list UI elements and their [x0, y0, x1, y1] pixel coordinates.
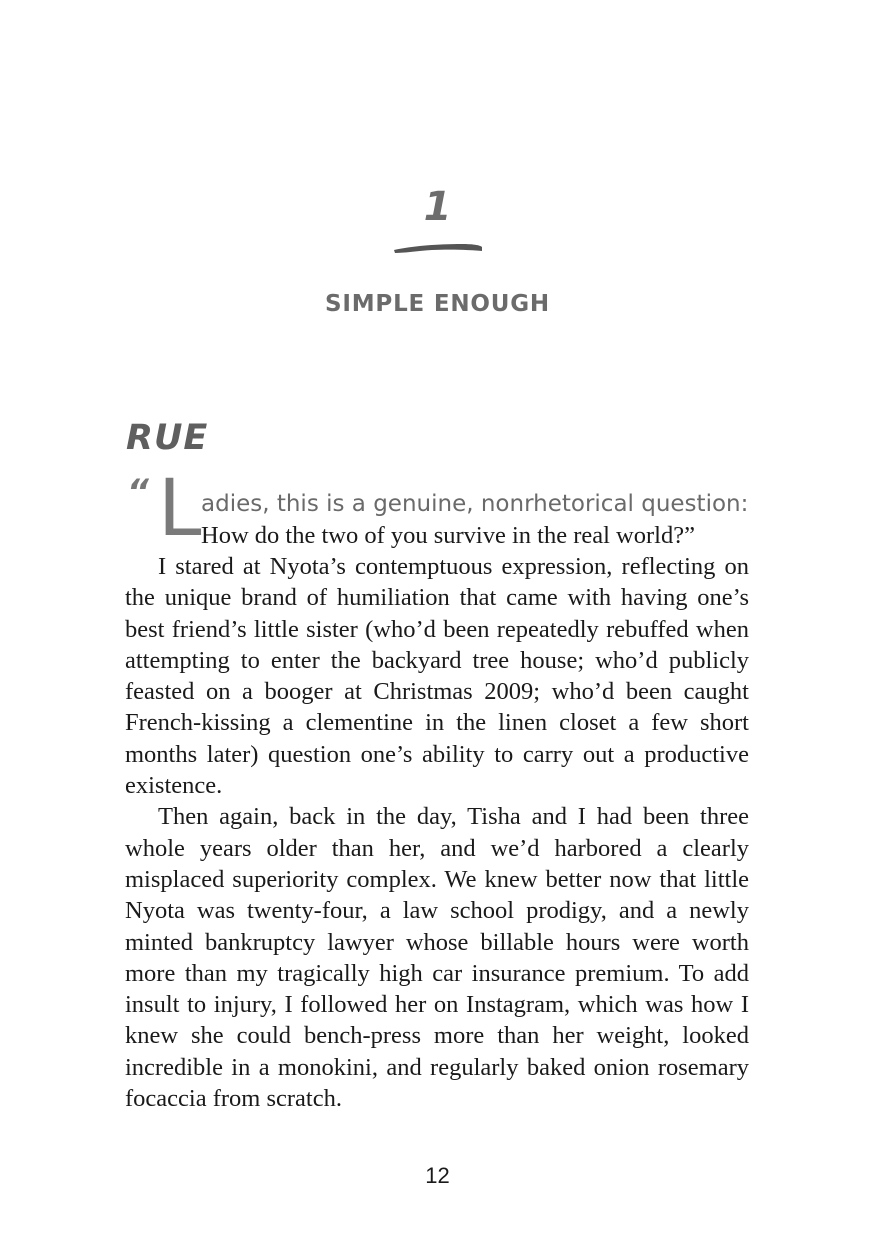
paragraph: I stared at Nyota’s contemptuous expression, reflecting on the unique brand of humiliation that came with having one’s best friend’s little sister (who’d been repeatedly rebuffed when attempting to enter the backyard tree house; who’d publicly feasted on a booger at Christmas 2009; who’d been caught French-kissing a clementine in the linen closet a few short months later) question one’s ability to carry out a productive existence. [125, 553, 749, 800]
page-number: 12 [425, 1163, 450, 1188]
opening-quote-mark: “ [127, 472, 149, 512]
opening-line-2: How do the two of you survive in the real world?” [201, 522, 695, 549]
body-text [125, 551, 749, 1114]
drop-cap: L [158, 464, 202, 554]
opening-line-1: adies, this is a genuine, nonrhetorical question: [201, 491, 749, 517]
chapter-title: SIMPLE ENOUGH [325, 291, 550, 317]
paragraph: Then again, back in the day, Tisha and I had been three whole years older than her, and we’d harbored a clearly misplaced superiority complex. We knew better now that little Nyota was twenty-four, a law school prodigy, and a newly minted bankruptcy lawyer whose billable hours were worth more than my tragically high car insurance premium. To add insult to injury, I followed her on Instagram, which was how I knew she could bench-press more than her weight, looked incredible in a monokini, and regularly baked onion rosemary focaccia from scratch. [125, 803, 749, 1113]
chapter-number: 1 [423, 184, 452, 230]
pov-character-name: RUE [126, 418, 209, 458]
chapter-rule-brushstroke [392, 241, 484, 255]
